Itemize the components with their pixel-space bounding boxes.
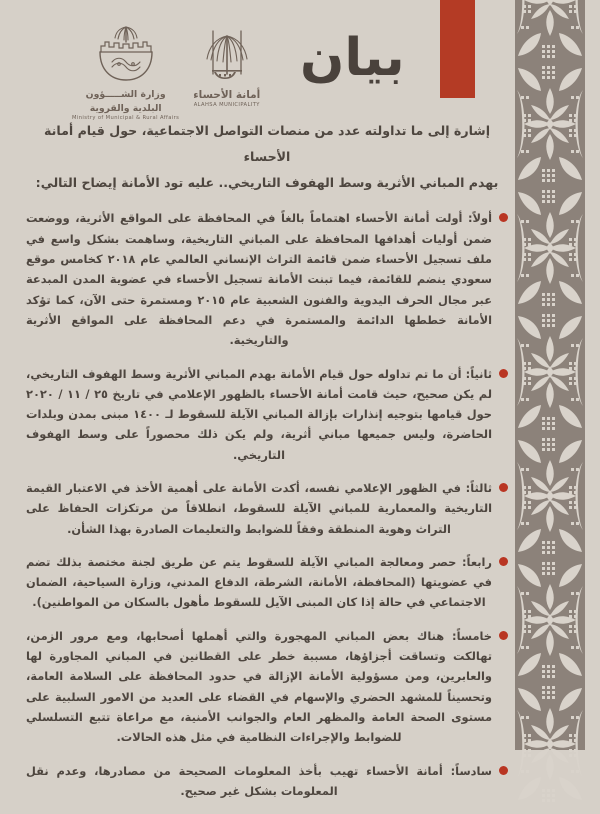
logo-alahsa-name-en: ALAHSA MUNICIPALITY <box>193 102 260 109</box>
logo-ministry-name-en: Ministry of Municipal & Rural Affairs <box>72 115 180 122</box>
statement-body <box>26 118 508 814</box>
logo-ministry-name-ar-line1: وزارة الشـــــؤون <box>85 89 166 100</box>
intro-line-1: إشارة إلى ما تداولته عدد من منصات التواصل الاجتماعية، حول قيام أمانة الأحساء <box>43 123 491 164</box>
bullet-dot-icon <box>499 369 508 378</box>
logo-group <box>72 22 260 121</box>
clause-text-6: سادساً: أمانة الأحساء تهيب بأخذ المعلومات الصحيحة من مصادرها، وعدم نقل المعلومات بشكل غير صحيح. <box>26 763 492 798</box>
bullet-dot-icon <box>499 213 508 222</box>
page-right-margin <box>585 0 600 750</box>
intro-paragraph <box>26 118 508 195</box>
poster-header <box>0 0 600 122</box>
clause-text-5: خامساً: هناك بعض المباني المهجورة والتي أهملها أصحابها، ومع مرور الزمن، تهالكت وتساقت أجزاؤها، مسببة خطر على القطانين في المباني المجاورة لها والعابرين، ومن مسؤولية الأمانة الإزالة في حدود المحافظة على السلامة العامة، وتحسيناً للمشهد الحضري والإسهام في القضاء على العديد من الامور السلبية على مستوى الصحة العامة والمظهر العام والجوانب الأمنية، مع مراعاة تتبع التسلسلي للضوابط والإجراءات النظامية في مثل هذه الحالات. <box>26 628 492 745</box>
clause-item-6 <box>26 761 508 802</box>
red-accent-bar <box>440 0 475 98</box>
clause-item-1 <box>26 208 508 350</box>
logo-alahsa-municipality <box>193 22 260 108</box>
islamic-pattern-icon <box>515 0 585 750</box>
bullet-dot-icon <box>499 631 508 640</box>
clause-text-2: ثانياً: أن ما تم تداوله حول قيام الأمانة بهدم المباني الأثرية وسط الهفوف التاريخي، لم يكن صحيح، حيث قامت أمانة الأحساء بالظهور الإعلامي في تاريخ ٢٥ / ١١ / ٢٠٢٠ حول قيامها بتوجيه إنذارات بإزالة المباني الآيلة للسقوط لـ ١٤٠٠ مبنى بمدن وبلدات الحاضرة، وليس جميعها مباني أثرية، ولم يكن ذلك محصوراً على وسط الهفوف التاريخي. <box>26 366 492 462</box>
palm-tree-logo-icon <box>202 22 252 86</box>
logo-alahsa-name-ar: أمانة الأحساء <box>193 89 261 101</box>
ministry-emblem-icon <box>95 22 157 86</box>
bullet-dot-icon <box>499 766 508 775</box>
clause-item-2 <box>26 364 508 465</box>
clause-item-4 <box>26 552 508 613</box>
clause-item-3 <box>26 478 508 539</box>
bullet-dot-icon <box>499 557 508 566</box>
logo-ministry-name-ar-line2: البلدية والقروية <box>89 103 162 115</box>
logo-ministry <box>72 22 179 121</box>
page-title: بيان <box>300 28 405 88</box>
clause-text-4: رابعاً: حصر ومعالجة المباني الآيلة للسقوط يتم عن طريق لجنة مختصة بذلك تضم في عضويتها (المحافظة، الأمانة، الشرطة، الدفاع المدني، وزارة السياحية، الضمان الاجتماعي في حالة إذا كان المبنى الآيل للسقوط مأهول بالسكان من المواطنين). <box>26 554 492 610</box>
clause-item-5 <box>26 626 508 748</box>
clause-text-3: ثالثاً: في الظهور الإعلامي نفسه، أكدت الأمانة على أهمية الأخذ في الاعتبار القيمة التاريخية والمعمارية للمباني الآيلة للسقوط، انطلاقاً من مرتكزات الحفاظ على التراث وهوية المنطقة وفقاً للضوابط والتعليمات الصادرة بهذا الشأن. <box>26 481 492 536</box>
bullet-dot-icon <box>499 483 508 492</box>
decorative-ornament-strip <box>515 0 585 750</box>
intro-line-2: بهدم المباني الأثرية وسط الهفوف التاريخي.. عليه تود الأمانة إيضاح التالي: <box>35 174 499 190</box>
clause-text-1: أولاً: أولت أمانة الأحساء اهتماماً بالغاً في المحافظة على المواقع الأثرية، ووضعت ضمن أوليات أهدافها المحافظة على المباني التاريخية، وساهمت بشكل واسع في ملف تسجيل الأحساء ضمن قائمة التراث الإنساني العالمي عام ٢٠١٨ كخامس موقع سعودي ينضم للقائمة، فيما تبنت الأمانة تسجيل الأحساء في عضوية المدن المبدعة عبر مجال الحرف اليدوية والفنون الشعبية عام ٢٠١٥ ومستمرة حتى الآن، كما تؤكد الأمانة خططها الدائمة والمستمرة في دعم المحافظة على المواقع الأثرية والتاريخية. <box>26 211 492 348</box>
